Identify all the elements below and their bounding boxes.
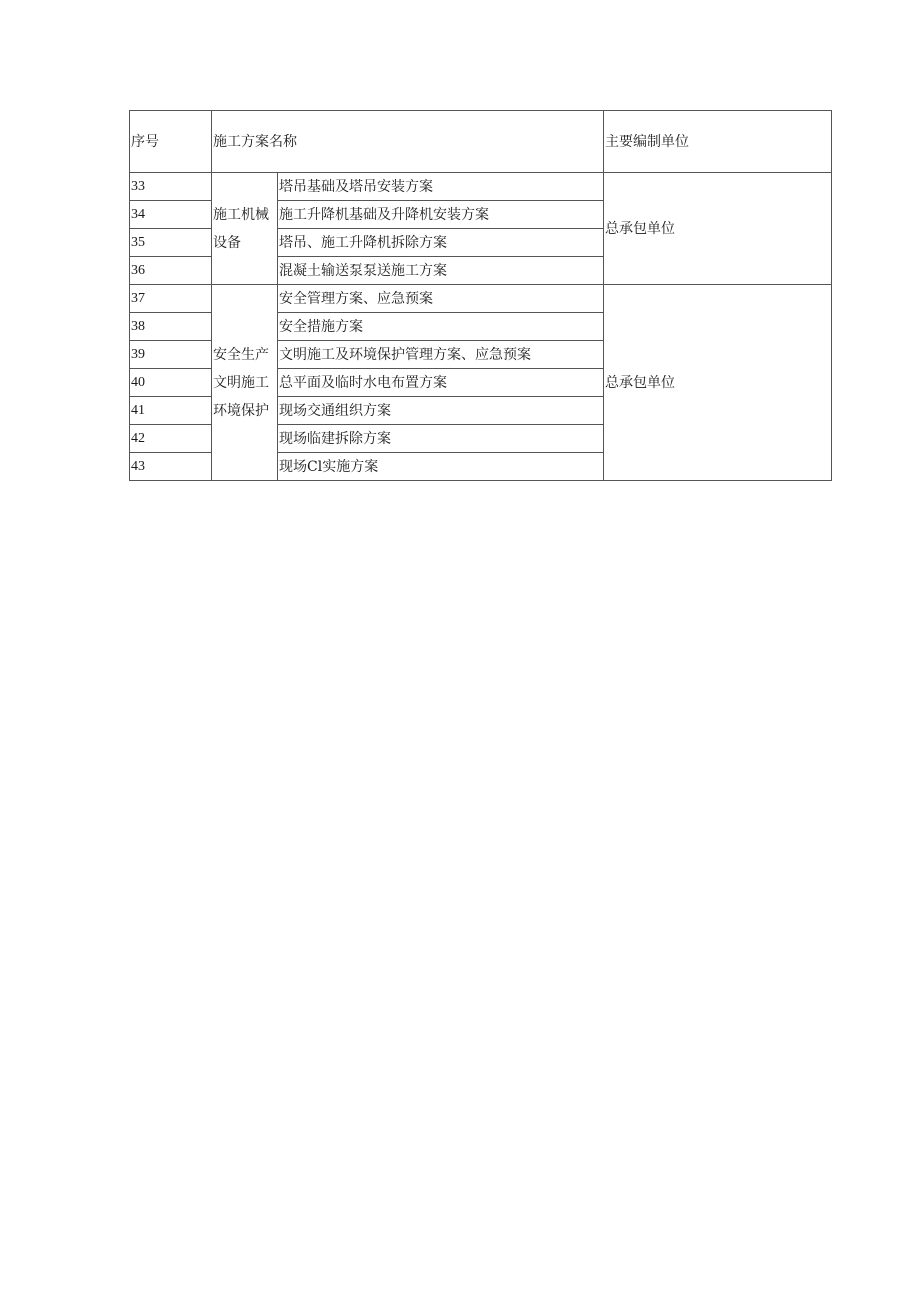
plan-name: 安全管理方案、应急预案 [278,285,604,313]
category-line: 安全生产 [213,346,269,363]
unit-cell: 总承包单位 [604,285,832,481]
row-number: 33 [130,173,212,201]
plan-name: 文明施工及环境保护管理方案、应急预案 [278,341,604,369]
plan-name: 塔吊基础及塔吊安装方案 [278,173,604,201]
category-cell-machinery [212,173,278,285]
table-header-row [130,111,832,173]
row-number: 36 [130,257,212,285]
table-row [130,285,832,313]
row-number: 42 [130,425,212,453]
row-number: 34 [130,201,212,229]
row-number: 43 [130,453,212,481]
plan-name: 安全措施方案 [278,313,604,341]
category-line: 设备 [213,234,241,251]
row-number: 41 [130,397,212,425]
plan-name: 现场交通组织方案 [278,397,604,425]
plan-name: 总平面及临时水电布置方案 [278,369,604,397]
plan-name: 现场临建拆除方案 [278,425,604,453]
category-line: 施工机械 [213,206,269,223]
plan-name: 施工升降机基础及升降机安装方案 [278,201,604,229]
category-line: 环境保护 [213,402,269,419]
category-line: 文明施工 [213,374,269,391]
construction-plan-table [129,110,832,481]
row-number: 39 [130,341,212,369]
header-plan-name: 施工方案名称 [212,111,604,173]
plan-name: 塔吊、施工升降机拆除方案 [278,229,604,257]
header-unit: 主要编制单位 [604,111,832,173]
row-number: 35 [130,229,212,257]
row-number: 40 [130,369,212,397]
header-seq: 序号 [130,111,212,173]
category-cell-safety [212,285,278,481]
table-row [130,173,832,201]
row-number: 37 [130,285,212,313]
plan-name: 现场Cl实施方案 [278,453,604,481]
unit-cell: 总承包单位 [604,173,832,285]
plan-name: 混凝土输送泵泵送施工方案 [278,257,604,285]
row-number: 38 [130,313,212,341]
